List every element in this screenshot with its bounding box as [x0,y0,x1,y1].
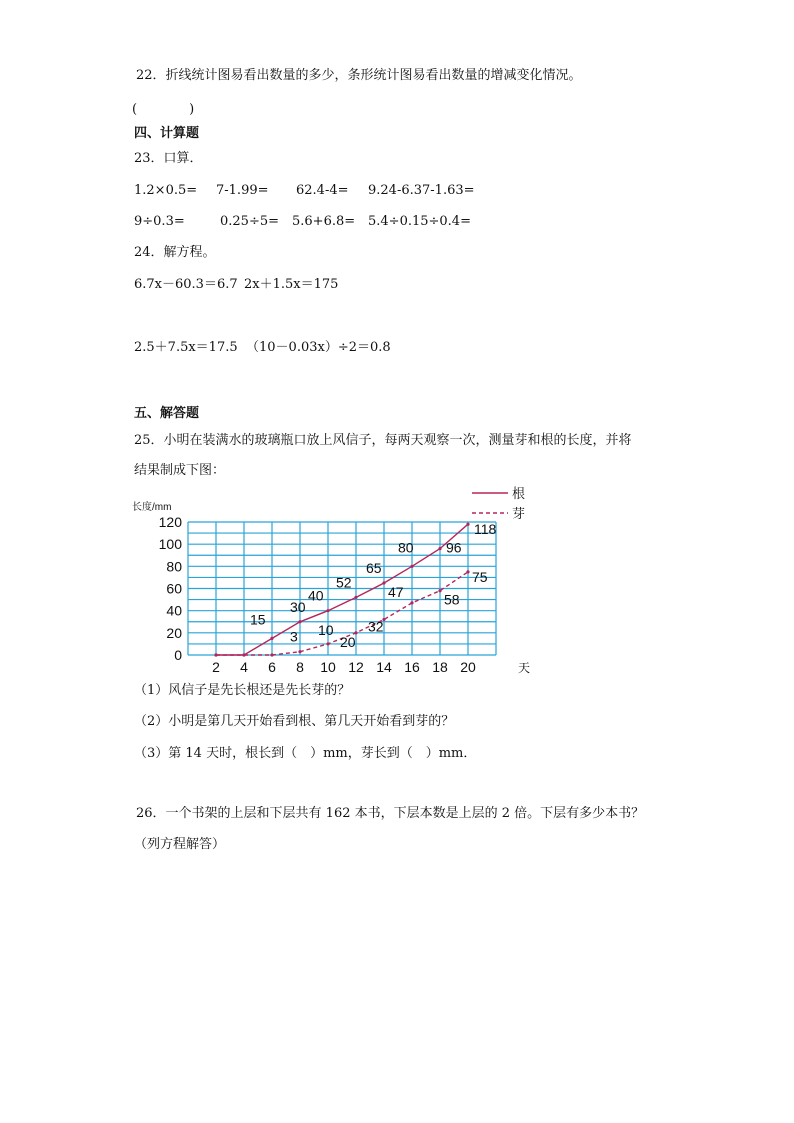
y-tick-label: 100 [158,536,182,553]
legend-label: 根 [512,486,526,501]
q23-item: 62.4-4= [296,183,349,198]
q23-item: 0.25÷5= [220,214,280,229]
q24-equation: 2.5＋7.5x＝17.5 [134,340,238,355]
q25-text-line1: 25．小明在装满水的玻璃瓶口放上风信子，每两天观察一次，测量芽和根的长度，并将 [134,433,632,448]
data-label: 30 [290,598,306,615]
data-label: 96 [446,539,462,556]
y-tick-label: 0 [174,647,182,663]
x-tick-label: 6 [268,659,276,675]
data-point-root [466,523,469,526]
section-title-calculation: 四、计算题 [134,126,200,141]
data-point-root [354,596,357,599]
x-tick-label: 20 [460,659,476,675]
data-point-root [410,565,413,568]
growth-line-chart [130,484,530,680]
data-label: 52 [336,574,352,591]
data-point-root [382,581,385,584]
y-axis-label: 长度/mm [132,502,172,513]
data-label: 10 [318,621,334,638]
data-point-root [326,609,329,612]
data-label: 3 [290,628,298,645]
x-tick-label: 2 [212,659,220,675]
q23-title: 23．口算． [134,151,203,166]
y-tick-label: 40 [166,602,182,619]
q23-item: 1.2×0.5= [134,183,198,198]
data-point-root [438,547,441,550]
y-tick-label: 80 [166,558,182,575]
section-title-answer: 五、解答题 [134,406,200,421]
x-tick-label: 12 [348,659,364,675]
data-label: 118 [474,521,497,538]
data-label: 58 [444,591,460,608]
q23-item: 9÷0.3= [134,214,185,229]
data-point-bud [326,642,329,645]
legend-label: 芽 [512,506,526,521]
data-point-bud [298,650,301,653]
data-label: 32 [368,618,384,635]
q22-text: 22．折线统计图易看出数量的多少，条形统计图易看出数量的增减变化情况。 [136,68,582,83]
data-label: 15 [250,611,266,628]
x-tick-label: 16 [404,659,420,675]
data-label: 40 [308,587,324,604]
data-point-bud [438,589,441,592]
x-tick-label: 10 [320,659,336,675]
y-tick-label: 120 [158,514,182,530]
q25-sub2: （2）小明是第几天开始看到根、第几天开始看到芽的？ [134,714,455,729]
q25-sub1: （1）风信子是先长根还是先长芽的？ [134,683,351,698]
q24-equation: 6.7x－60.3＝6.7 [134,277,238,292]
q24-equation: 2x＋1.5x＝175 [244,277,339,292]
y-tick-label: 20 [166,624,182,641]
data-label: 80 [398,539,414,556]
data-label: 20 [340,633,356,650]
data-point-bud [466,570,469,573]
x-tick-label: 18 [432,659,448,675]
q25-text-line2: 结果制成下图： [134,463,226,478]
data-point-bud [270,653,273,656]
data-point-bud [410,601,413,604]
q23-item: 5.4÷0.15÷0.4= [368,214,471,229]
data-point-bud [214,653,217,656]
q23-item: 7-1.99= [216,183,269,198]
data-point-root [298,620,301,623]
q24-title: 24．解方程。 [134,245,216,260]
data-label: 65 [366,559,382,576]
q26-text-line2: （列方程解答） [134,837,226,852]
x-axis-label: 天 [517,661,530,675]
x-tick-label: 8 [296,659,304,675]
x-tick-label: 14 [376,659,392,675]
q22-answer-blank: ( ) [132,102,195,117]
q23-item: 5.6+6.8= [292,214,356,229]
q23-item: 9.24-6.37-1.63= [368,183,475,198]
data-label: 75 [472,568,488,585]
q25-sub3: （3）第 14 天时，根长到（ ）mm，芽长到（ ）mm． [134,746,477,761]
data-point-root [270,637,273,640]
data-point-bud [242,653,245,656]
y-tick-label: 60 [166,580,182,597]
q26-text-line1: 26．一个书架的上层和下层共有 162 本书，下层本数是上层的 2 倍。下层有多少本书？ [136,806,645,821]
data-label: 47 [388,583,404,600]
x-tick-label: 4 [240,659,248,675]
q24-equation: （10－0.03x）÷2＝0.8 [246,340,391,355]
